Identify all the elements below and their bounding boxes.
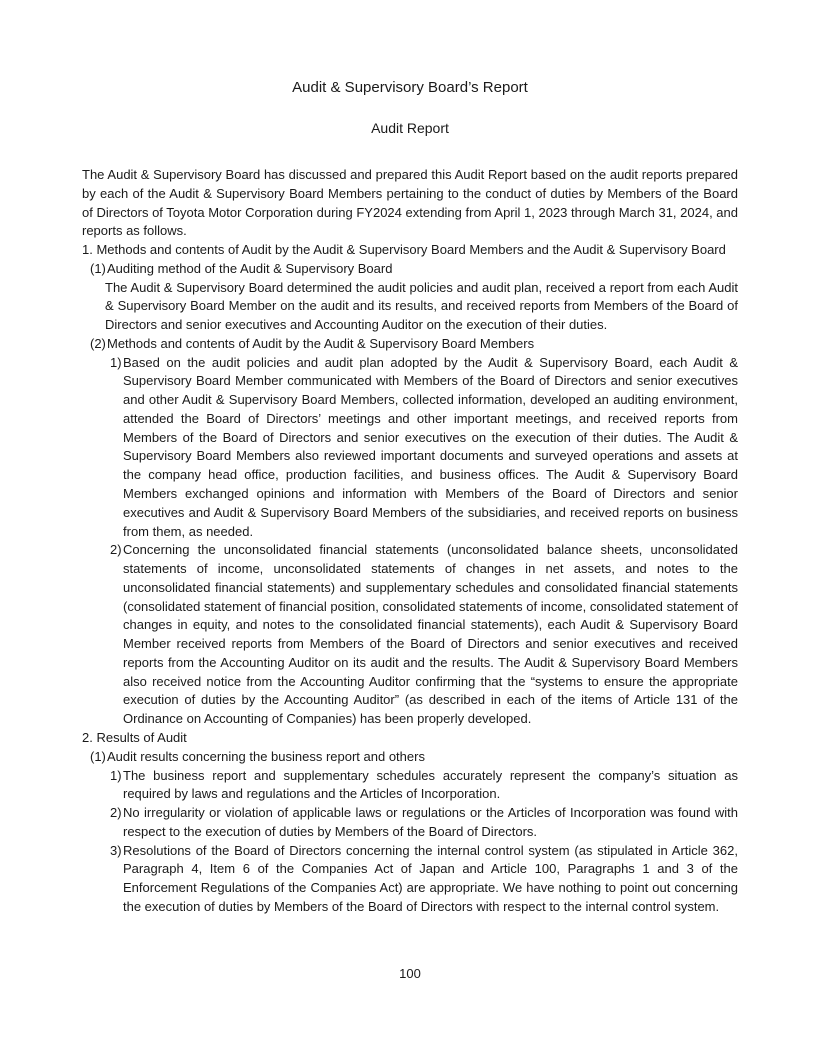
section-2-1-item-1 xyxy=(110,767,738,805)
section-1-heading: 1. Methods and contents of Audit by the Audit & Supervisory Board Members and the Audit & Supervisory Board xyxy=(82,242,726,258)
section-2-1-heading-text: Audit results concerning the business report and others xyxy=(107,748,425,764)
report-heading: Audit Report xyxy=(371,120,449,136)
result-3-text: Resolutions of the Board of Directors concerning the internal control system (as stipulated in Article 362, Paragraph 4, Item 6 of the Companies Act of Japan and Article 100, Paragraphs 1 and 3 of the Enforcement Regulations of the Companies Act) are appropriate. We have nothing to point out concerning the execution of duties by Members of the Board of Directors with respect to the internal control system. xyxy=(123,842,738,914)
section-2-1-label: (1) xyxy=(90,748,106,764)
intro-paragraph: The Audit & Supervisory Board has discussed and prepared this Audit Report based on the audit reports prepared by each of the Audit & Supervisory Board Members pertaining to the conduct of duties by Members of the Board of Directors of Toyota Motor Corporation during FY2024 extending from April 1, 2023 through March 31, 2024, and reports as follows. xyxy=(82,167,738,239)
section-1-2-heading xyxy=(90,335,738,354)
result-3-label: 3) xyxy=(110,842,122,858)
page-number: 100 xyxy=(399,965,421,981)
section-1-1-label: (1) xyxy=(90,260,106,276)
section-1-1-body: The Audit & Supervisory Board determined the audit policies and audit plan, received a report from each Audit & Supervisory Board Member on the audit and its results, and received reports from Members of the Board of Directors and senior executives and Accounting Auditor on the execution of their duties. xyxy=(105,279,738,333)
section-1-2-item-2 xyxy=(110,541,738,729)
section-1-1-heading-text: Auditing method of the Audit & Supervisory Board xyxy=(107,260,393,276)
item-2-label: 2) xyxy=(110,542,122,558)
item-2-text: Concerning the unconsolidated financial statements (unconsolidated balance sheets, unconsolidated statements of income, unconsolidated statements of changes in net assets, and notes to the unconsolidated financial statements) and supplementary schedules and consolidated financial statements (consolidated statement of financial position, consolidated statements of income, consolidated statement of changes in equity, and notes to the consolidated financial statements), each Audit & Supervisory Board Member received reports from Members of the Board of Directors and senior executives and received reports from the Accounting Auditor on its audit and the results. The Audit & Supervisory Board Members also received notice from the Accounting Auditor confirming that the “systems to ensure the appropriate execution of duties by the Accounting Auditor” (as described in each of the items of Article 131 of the Ordinance on Accounting of Companies) has been properly developed. xyxy=(123,542,738,727)
section-2-1-item-3 xyxy=(110,842,738,917)
section-2-1-item-2 xyxy=(110,804,738,842)
result-2-text: No irregularity or violation of applicable laws or regulations or the Articles of Incorporation was found with respect to the execution of duties by Members of the Board of Directors. xyxy=(123,805,738,839)
section-1-2-label: (2) xyxy=(90,335,106,351)
item-1-text: Based on the audit policies and audit plan adopted by the Audit & Supervisory Board, each Audit & Supervisory Board Member communicated with Members of the Board of Directors and senior executives and other Audit & Supervisory Board Members, collected information, developed an auditing environment, attended the Board of Directors’ meetings and other important meetings, and received reports from Members of the Board of Directors and senior executives on the execution of their duties. The Audit & Supervisory Board Members also reviewed important documents and surveyed operations and assets at the company head office, production facilities, and business offices. The Audit & Supervisory Board Members exchanged opinions and information with Members of the Board of Directors and senior executives and Audit & Supervisory Board Members of the subsidiaries, and received reports on business from them, as needed. xyxy=(123,354,738,539)
section-2-1-heading xyxy=(90,748,738,767)
document-title: Audit & Supervisory Board’s Report xyxy=(292,79,528,96)
section-2-heading: 2. Results of Audit xyxy=(82,729,187,745)
result-2-label: 2) xyxy=(110,805,122,821)
result-1-text: The business report and supplementary schedules accurately represent the company’s situation as required by laws and regulations and the Articles of Incorporation. xyxy=(123,767,738,802)
section-1-2-item-1 xyxy=(110,354,738,542)
result-1-label: 1) xyxy=(110,767,122,783)
section-1-1-heading xyxy=(90,260,738,279)
item-1-label: 1) xyxy=(110,354,122,370)
section-1-2-heading-text: Methods and contents of Audit by the Audit & Supervisory Board Members xyxy=(107,335,535,351)
